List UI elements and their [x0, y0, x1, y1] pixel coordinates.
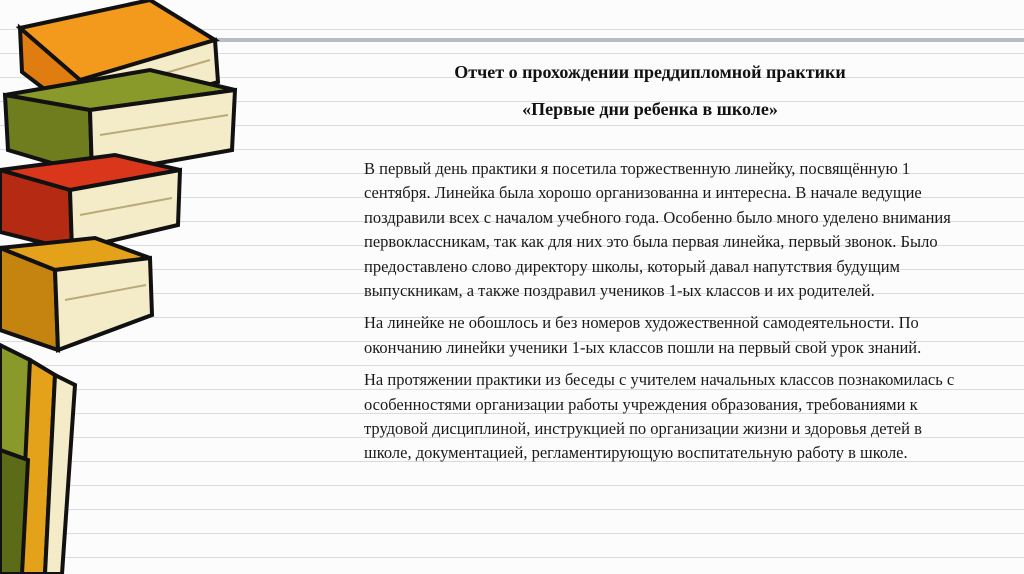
- report-title: Отчет о прохождении преддипломной практики: [454, 62, 846, 82]
- top-rule-line: [180, 38, 1024, 42]
- books-stack-illustration: [0, 0, 250, 574]
- book-spines-bottom: [0, 345, 75, 574]
- book-gold: [0, 238, 152, 350]
- paragraph-3: На протяжении практики из беседы с учителем начальных классов познакомилась с особенностями организации работы учреждения образования, требованиями к трудовой дисциплиной, инструкцией по организации жизни и здоровья детей в школе, документацией, регламентирующую воспитательную работу в школе.: [364, 370, 955, 463]
- report-subtitle: «Первые дни ребенка в школе»: [522, 99, 778, 119]
- paragraph-2: На линейке не обошлось и без номеров художественной самодеятельности. По окончанию линейки ученики 1-ых классов пошли на первый свой урок знаний.: [364, 313, 922, 357]
- paragraph-1: В первый день практики я посетила торжественную линейку, посвящённую 1 сентября. Линейка была хорошо организованна и интересна. В начале ведущие поздравили всех с началом учебного года. Особенно было много уделено внимания первоклассникам, так как для них это была первая линейка, первый звонок. Было предоставлено слово директору школы, который давал напутствия будущим выпускникам, а также поздравил учеников 1-ых классов и их родителей.: [364, 159, 951, 301]
- book-red: [0, 155, 180, 250]
- report-body: [364, 157, 964, 474]
